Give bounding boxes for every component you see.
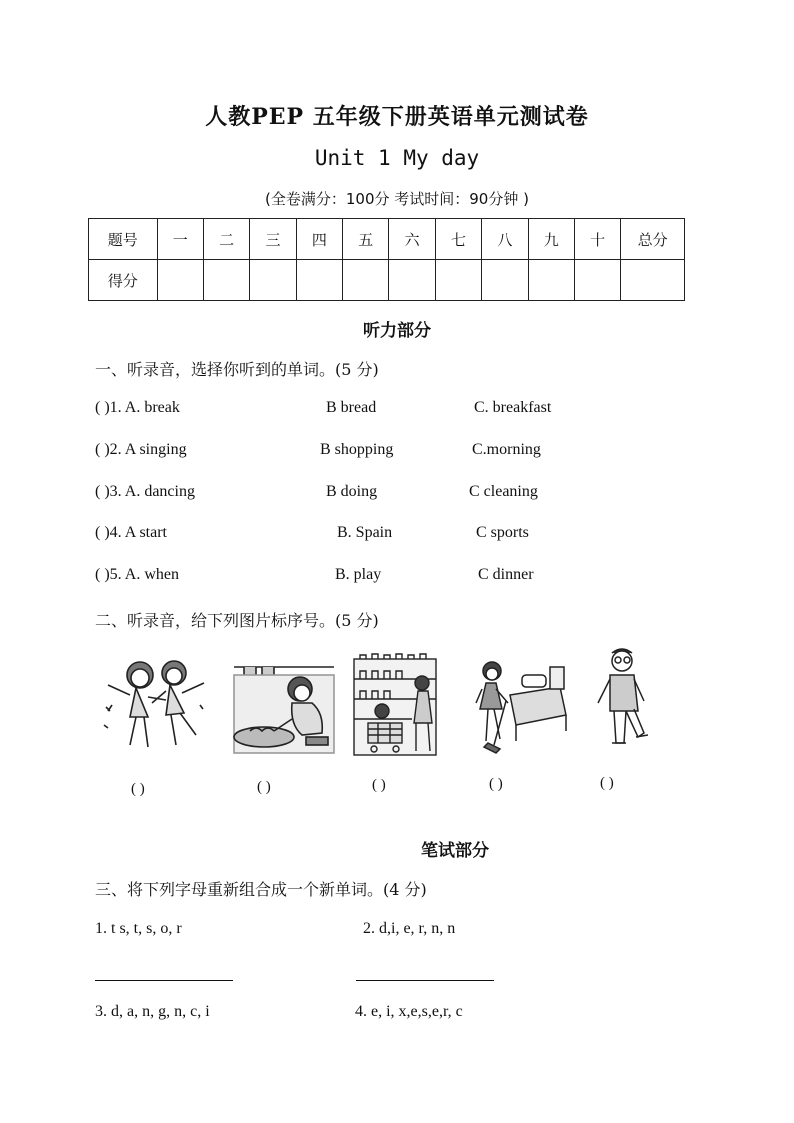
score-input-cell[interactable] — [528, 260, 574, 301]
score-table-cell: 五 — [343, 219, 389, 260]
unit-subtitle: Unit 1 My day — [314, 146, 480, 170]
score-input-cell[interactable] — [482, 260, 528, 301]
score-row-label: 得分 — [89, 260, 158, 301]
choice-c: C.morning — [472, 441, 541, 458]
score-input-cell[interactable] — [157, 260, 203, 301]
score-input-cell[interactable] — [296, 260, 342, 301]
choice-b: B. play — [335, 566, 382, 583]
question-2-title: 二、听录音，给下列图片标序号。(5 分) — [95, 611, 379, 630]
score-table-cell: 题号 — [89, 219, 158, 260]
score-table-cell: 三 — [250, 219, 296, 260]
scramble-item-2: 2. d,i, e, r, n, n — [363, 920, 456, 937]
washing-clothes-picture — [230, 645, 338, 760]
exam-note: (全卷满分：100分 考试时间：90分钟 ) — [265, 190, 529, 208]
score-table-cell: 八 — [482, 219, 528, 260]
choice-b: B. Spain — [337, 524, 393, 541]
question-3-title: 三、将下列字母重新组合成一个新单词。(4 分) — [95, 880, 427, 899]
choice-row-4 — [95, 524, 695, 548]
score-input-cell[interactable] — [621, 260, 685, 301]
question-1-title: 一、听录音，选择你听到的单词。(5 分) — [95, 360, 379, 379]
score-table-cell: 四 — [296, 219, 342, 260]
score-table-cell: 九 — [528, 219, 574, 260]
score-input-cell[interactable] — [435, 260, 481, 301]
score-input-cell[interactable] — [203, 260, 249, 301]
score-input-cell[interactable] — [389, 260, 435, 301]
score-table-cell: 七 — [435, 219, 481, 260]
choice-c: C dinner — [478, 566, 534, 583]
choice-c: C cleaning — [469, 483, 538, 500]
choice-row-2 — [95, 441, 695, 465]
score-table-cell: 二 — [203, 219, 249, 260]
choice-number-a: ( )1. A. break — [95, 399, 180, 416]
score-input-cell[interactable] — [343, 260, 389, 301]
dancing-picture — [96, 645, 212, 760]
scramble-item-3: 3. d, a, n, g, n, c, i — [95, 1003, 210, 1020]
choice-b: B bread — [326, 399, 377, 416]
choice-number-a: ( )5. A. when — [95, 566, 179, 583]
picture-answer-bracket[interactable]: ( ) — [600, 775, 614, 791]
walking-picture — [592, 645, 662, 757]
listening-section-heading: 听力部分 — [363, 321, 431, 341]
choice-row-1 — [95, 399, 695, 423]
score-table-score-row — [89, 260, 685, 301]
score-table-cell: 十 — [574, 219, 620, 260]
choice-row-5 — [95, 566, 695, 590]
shopping-picture — [352, 645, 438, 760]
choice-c: C. breakfast — [474, 399, 552, 416]
choice-number-a: ( )3. A. dancing — [95, 483, 195, 500]
score-table — [88, 218, 685, 301]
choice-c: C sports — [476, 524, 529, 541]
scramble-item-4: 4. e, i, x,e,s,e,r, c — [355, 1003, 463, 1020]
answer-line-1[interactable] — [95, 980, 233, 981]
score-input-cell[interactable] — [250, 260, 296, 301]
scramble-item-1: 1. t s, t, s, o, r — [95, 920, 182, 937]
score-table-cell: 总分 — [621, 219, 685, 260]
score-table-cell: 一 — [157, 219, 203, 260]
choice-b: B shopping — [320, 441, 394, 458]
picture-answer-bracket[interactable]: ( ) — [372, 777, 386, 793]
picture-answer-bracket[interactable]: ( ) — [489, 776, 503, 792]
cleaning-picture — [470, 645, 570, 755]
picture-answer-bracket[interactable]: ( ) — [257, 779, 271, 795]
answer-line-2[interactable] — [356, 980, 494, 981]
choice-row-3 — [95, 483, 695, 507]
score-table-header-row — [89, 219, 685, 260]
score-input-cell[interactable] — [574, 260, 620, 301]
score-table-cell: 六 — [389, 219, 435, 260]
choice-b: B doing — [326, 483, 378, 500]
choice-number-a: ( )4. A start — [95, 524, 167, 541]
page-title: 人教PEP 五年级下册英语单元测试卷 — [205, 104, 589, 130]
choice-number-a: ( )2. A singing — [95, 441, 187, 458]
writing-section-heading: 笔试部分 — [421, 841, 489, 861]
picture-answer-bracket[interactable]: ( ) — [131, 781, 145, 797]
